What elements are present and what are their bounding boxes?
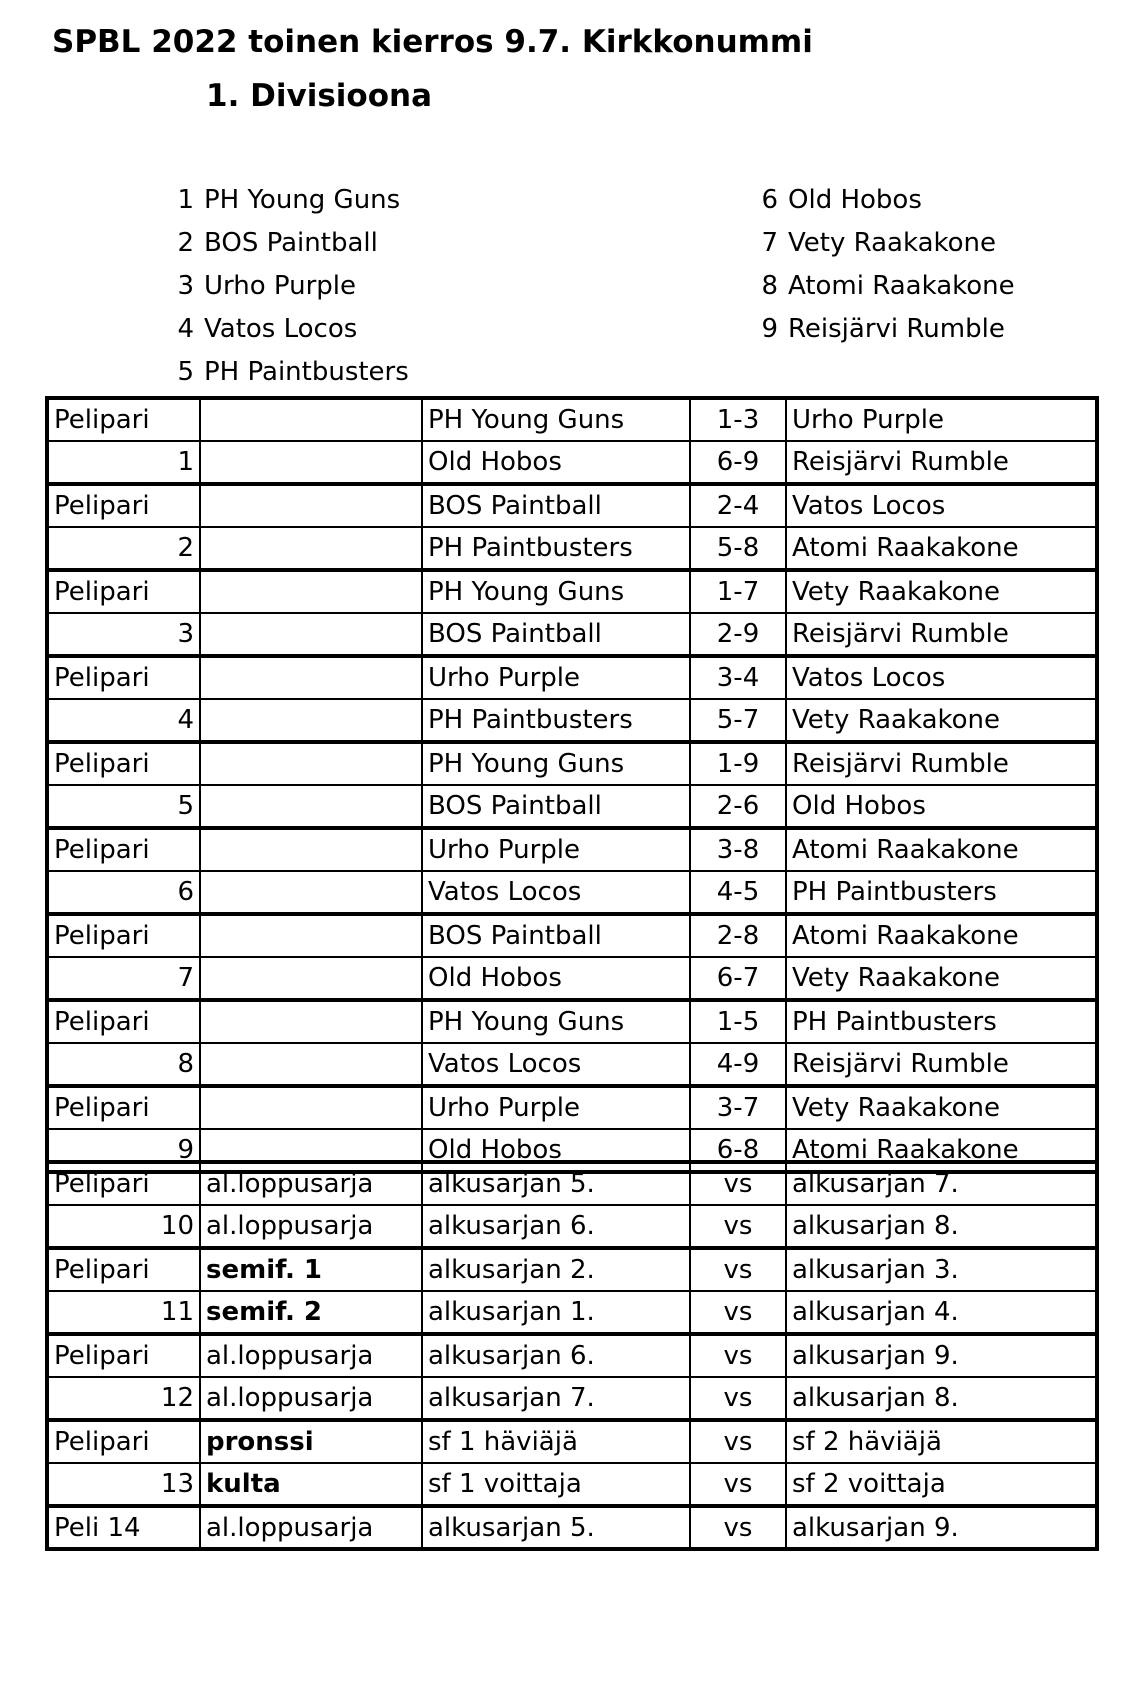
away-team: Reisjärvi Rumble: [786, 441, 1097, 484]
away-slot: alkusarjan 7.: [786, 1162, 1097, 1205]
pair-label: Pelipari: [47, 1248, 200, 1291]
game-label: Peli 14: [47, 1506, 200, 1549]
home-slot: alkusarjan 1.: [422, 1291, 690, 1334]
match-row: [47, 957, 1097, 1000]
match-code: 5-8: [690, 527, 786, 570]
away-team: Vatos Locos: [786, 484, 1097, 527]
away-team: Urho Purple: [786, 398, 1097, 441]
team-number: 4: [177, 313, 194, 344]
match-code: 3-4: [690, 656, 786, 699]
pair-number: 3: [47, 613, 200, 656]
home-team: BOS Paintball: [422, 613, 690, 656]
versus: vs: [690, 1291, 786, 1334]
match-code: 6-9: [690, 441, 786, 484]
stage-cell: [200, 613, 422, 656]
match-code: 3-8: [690, 828, 786, 871]
stage-cell: [200, 1086, 422, 1129]
team-entry: [168, 178, 409, 221]
pair-label: Pelipari: [47, 1162, 200, 1205]
match-code: 1-5: [690, 1000, 786, 1043]
away-slot: alkusarjan 9.: [786, 1506, 1097, 1549]
team-number: 5: [177, 356, 194, 387]
match-code: 1-7: [690, 570, 786, 613]
match-row: [47, 1291, 1097, 1334]
stage-cell: [200, 656, 422, 699]
away-team: Reisjärvi Rumble: [786, 613, 1097, 656]
pair-number: 1: [47, 441, 200, 484]
stage-cell: [200, 871, 422, 914]
stage-cell: [200, 699, 422, 742]
pair-number: 6: [47, 871, 200, 914]
versus: vs: [690, 1205, 786, 1248]
finals-schedule-table: [45, 1160, 1099, 1551]
home-team: Urho Purple: [422, 656, 690, 699]
team-name: Atomi Raakakone: [788, 270, 1015, 301]
home-team: Vatos Locos: [422, 1043, 690, 1086]
away-team: PH Paintbusters: [786, 1000, 1097, 1043]
team-name: Urho Purple: [204, 270, 357, 301]
team-list-left: [168, 178, 409, 393]
team-name: Old Hobos: [788, 184, 922, 215]
match-row: [47, 656, 1097, 699]
stage-cell: [200, 484, 422, 527]
match-code: 4-9: [690, 1043, 786, 1086]
versus: vs: [690, 1463, 786, 1506]
match-row: [47, 914, 1097, 957]
away-team: Atomi Raakakone: [786, 527, 1097, 570]
away-team: Reisjärvi Rumble: [786, 742, 1097, 785]
team-number: 7: [761, 227, 778, 258]
away-slot: alkusarjan 8.: [786, 1205, 1097, 1248]
home-team: Urho Purple: [422, 828, 690, 871]
pair-number: 12: [47, 1377, 200, 1420]
versus: vs: [690, 1420, 786, 1463]
team-name: PH Young Guns: [204, 184, 401, 215]
away-team: Vety Raakakone: [786, 570, 1097, 613]
versus: vs: [690, 1506, 786, 1549]
pair-number: 13: [47, 1463, 200, 1506]
away-team: Vety Raakakone: [786, 699, 1097, 742]
home-team: PH Young Guns: [422, 1000, 690, 1043]
stage-cell: [200, 398, 422, 441]
page-title: SPBL 2022 toinen kierros 9.7. Kirkkonummi: [52, 24, 813, 60]
team-entry: [752, 264, 1015, 307]
home-team: PH Paintbusters: [422, 527, 690, 570]
home-team: PH Young Guns: [422, 398, 690, 441]
team-name: Reisjärvi Rumble: [788, 313, 1005, 344]
stage-cell: kulta: [200, 1463, 422, 1506]
stage-cell: semif. 1: [200, 1248, 422, 1291]
team-number: 1: [177, 184, 194, 215]
match-row: [47, 1000, 1097, 1043]
pair-label: Pelipari: [47, 742, 200, 785]
team-number: 8: [761, 270, 778, 301]
match-code: 2-6: [690, 785, 786, 828]
team-entry: [752, 221, 1015, 264]
stage-cell: al.loppusarja: [200, 1377, 422, 1420]
pair-label: Pelipari: [47, 1420, 200, 1463]
team-entry: [752, 307, 1015, 350]
away-team: Atomi Raakakone: [786, 828, 1097, 871]
away-team: Atomi Raakakone: [786, 1129, 1097, 1172]
pair-label: Pelipari: [47, 656, 200, 699]
stage-cell: [200, 742, 422, 785]
pair-number: 7: [47, 957, 200, 1000]
home-team: PH Young Guns: [422, 742, 690, 785]
home-slot: alkusarjan 5.: [422, 1162, 690, 1205]
home-slot: alkusarjan 2.: [422, 1248, 690, 1291]
away-team: Reisjärvi Rumble: [786, 1043, 1097, 1086]
match-row: [47, 1248, 1097, 1291]
stage-cell: [200, 1043, 422, 1086]
away-slot: alkusarjan 4.: [786, 1291, 1097, 1334]
pair-number: 8: [47, 1043, 200, 1086]
pair-number: 11: [47, 1291, 200, 1334]
match-code: 2-8: [690, 914, 786, 957]
home-team: Old Hobos: [422, 957, 690, 1000]
match-code: 6-7: [690, 957, 786, 1000]
versus: vs: [690, 1162, 786, 1205]
home-slot: alkusarjan 7.: [422, 1377, 690, 1420]
match-row: [47, 1334, 1097, 1377]
versus: vs: [690, 1334, 786, 1377]
home-team: PH Paintbusters: [422, 699, 690, 742]
pair-number: 5: [47, 785, 200, 828]
home-team: Old Hobos: [422, 1129, 690, 1172]
stage-cell: [200, 527, 422, 570]
pair-label: Pelipari: [47, 914, 200, 957]
pair-label: Pelipari: [47, 828, 200, 871]
stage-cell: [200, 441, 422, 484]
home-slot: alkusarjan 6.: [422, 1334, 690, 1377]
match-code: 1-3: [690, 398, 786, 441]
pair-number: 4: [47, 699, 200, 742]
team-entry: [168, 350, 409, 393]
pair-label: Pelipari: [47, 1000, 200, 1043]
stage-cell: [200, 785, 422, 828]
team-entry: [168, 221, 409, 264]
stage-cell: pronssi: [200, 1420, 422, 1463]
home-slot: alkusarjan 6.: [422, 1205, 690, 1248]
match-row: [47, 1043, 1097, 1086]
team-list-right: [752, 178, 1015, 350]
away-team: Old Hobos: [786, 785, 1097, 828]
stage-cell: al.loppusarja: [200, 1506, 422, 1549]
team-number: 9: [761, 313, 778, 344]
match-code: 5-7: [690, 699, 786, 742]
home-slot: sf 1 häviäjä: [422, 1420, 690, 1463]
home-slot: sf 1 voittaja: [422, 1463, 690, 1506]
match-row: [47, 527, 1097, 570]
match-row: [47, 699, 1097, 742]
stage-cell: [200, 957, 422, 1000]
team-name: PH Paintbusters: [204, 356, 409, 387]
pair-number: 10: [47, 1205, 200, 1248]
team-entry: [168, 307, 409, 350]
pair-label: Pelipari: [47, 484, 200, 527]
match-code: 4-5: [690, 871, 786, 914]
home-team: BOS Paintball: [422, 484, 690, 527]
match-row: [47, 742, 1097, 785]
match-code: 2-4: [690, 484, 786, 527]
pair-label: Pelipari: [47, 398, 200, 441]
stage-cell: [200, 914, 422, 957]
away-team: PH Paintbusters: [786, 871, 1097, 914]
away-team: Vety Raakakone: [786, 957, 1097, 1000]
away-slot: sf 2 häviäjä: [786, 1420, 1097, 1463]
away-slot: alkusarjan 9.: [786, 1334, 1097, 1377]
team-name: Vety Raakakone: [788, 227, 997, 258]
away-slot: alkusarjan 3.: [786, 1248, 1097, 1291]
team-number: 2: [177, 227, 194, 258]
versus: vs: [690, 1248, 786, 1291]
match-code: 6-8: [690, 1129, 786, 1172]
team-entry: [168, 264, 409, 307]
stage-cell: al.loppusarja: [200, 1205, 422, 1248]
match-code: 1-9: [690, 742, 786, 785]
match-row: [47, 570, 1097, 613]
match-row: [47, 613, 1097, 656]
match-code: 2-9: [690, 613, 786, 656]
home-team: BOS Paintball: [422, 914, 690, 957]
team-number: 6: [761, 184, 778, 215]
away-team: Vatos Locos: [786, 656, 1097, 699]
pair-label: Pelipari: [47, 1086, 200, 1129]
versus: vs: [690, 1377, 786, 1420]
match-row: [47, 1086, 1097, 1129]
pair-label: Pelipari: [47, 1334, 200, 1377]
pair-number: 2: [47, 527, 200, 570]
team-entry: [752, 178, 1015, 221]
pair-label: Pelipari: [47, 570, 200, 613]
match-code: 3-7: [690, 1086, 786, 1129]
stage-cell: al.loppusarja: [200, 1334, 422, 1377]
match-row: [47, 1205, 1097, 1248]
division-title: 1. Divisioona: [206, 78, 432, 114]
home-team: Old Hobos: [422, 441, 690, 484]
match-row: [47, 1506, 1097, 1549]
match-row: [47, 398, 1097, 441]
team-name: Vatos Locos: [204, 313, 358, 344]
away-slot: alkusarjan 8.: [786, 1377, 1097, 1420]
match-row: [47, 1463, 1097, 1506]
match-row: [47, 785, 1097, 828]
home-team: PH Young Guns: [422, 570, 690, 613]
home-team: Urho Purple: [422, 1086, 690, 1129]
home-team: Vatos Locos: [422, 871, 690, 914]
stage-cell: al.loppusarja: [200, 1162, 422, 1205]
pair-number: 9: [47, 1129, 200, 1172]
group-schedule-table: [45, 396, 1099, 1174]
home-team: BOS Paintball: [422, 785, 690, 828]
match-row: [47, 871, 1097, 914]
stage-cell: [200, 570, 422, 613]
away-team: Vety Raakakone: [786, 1086, 1097, 1129]
match-row: [47, 1420, 1097, 1463]
home-slot: alkusarjan 5.: [422, 1506, 690, 1549]
stage-cell: [200, 828, 422, 871]
match-row: [47, 484, 1097, 527]
match-row: [47, 441, 1097, 484]
stage-cell: [200, 1000, 422, 1043]
team-number: 3: [177, 270, 194, 301]
away-slot: sf 2 voittaja: [786, 1463, 1097, 1506]
stage-cell: semif. 2: [200, 1291, 422, 1334]
team-name: BOS Paintball: [204, 227, 378, 258]
away-team: Atomi Raakakone: [786, 914, 1097, 957]
match-row: [47, 828, 1097, 871]
match-row: [47, 1162, 1097, 1205]
match-row: [47, 1377, 1097, 1420]
